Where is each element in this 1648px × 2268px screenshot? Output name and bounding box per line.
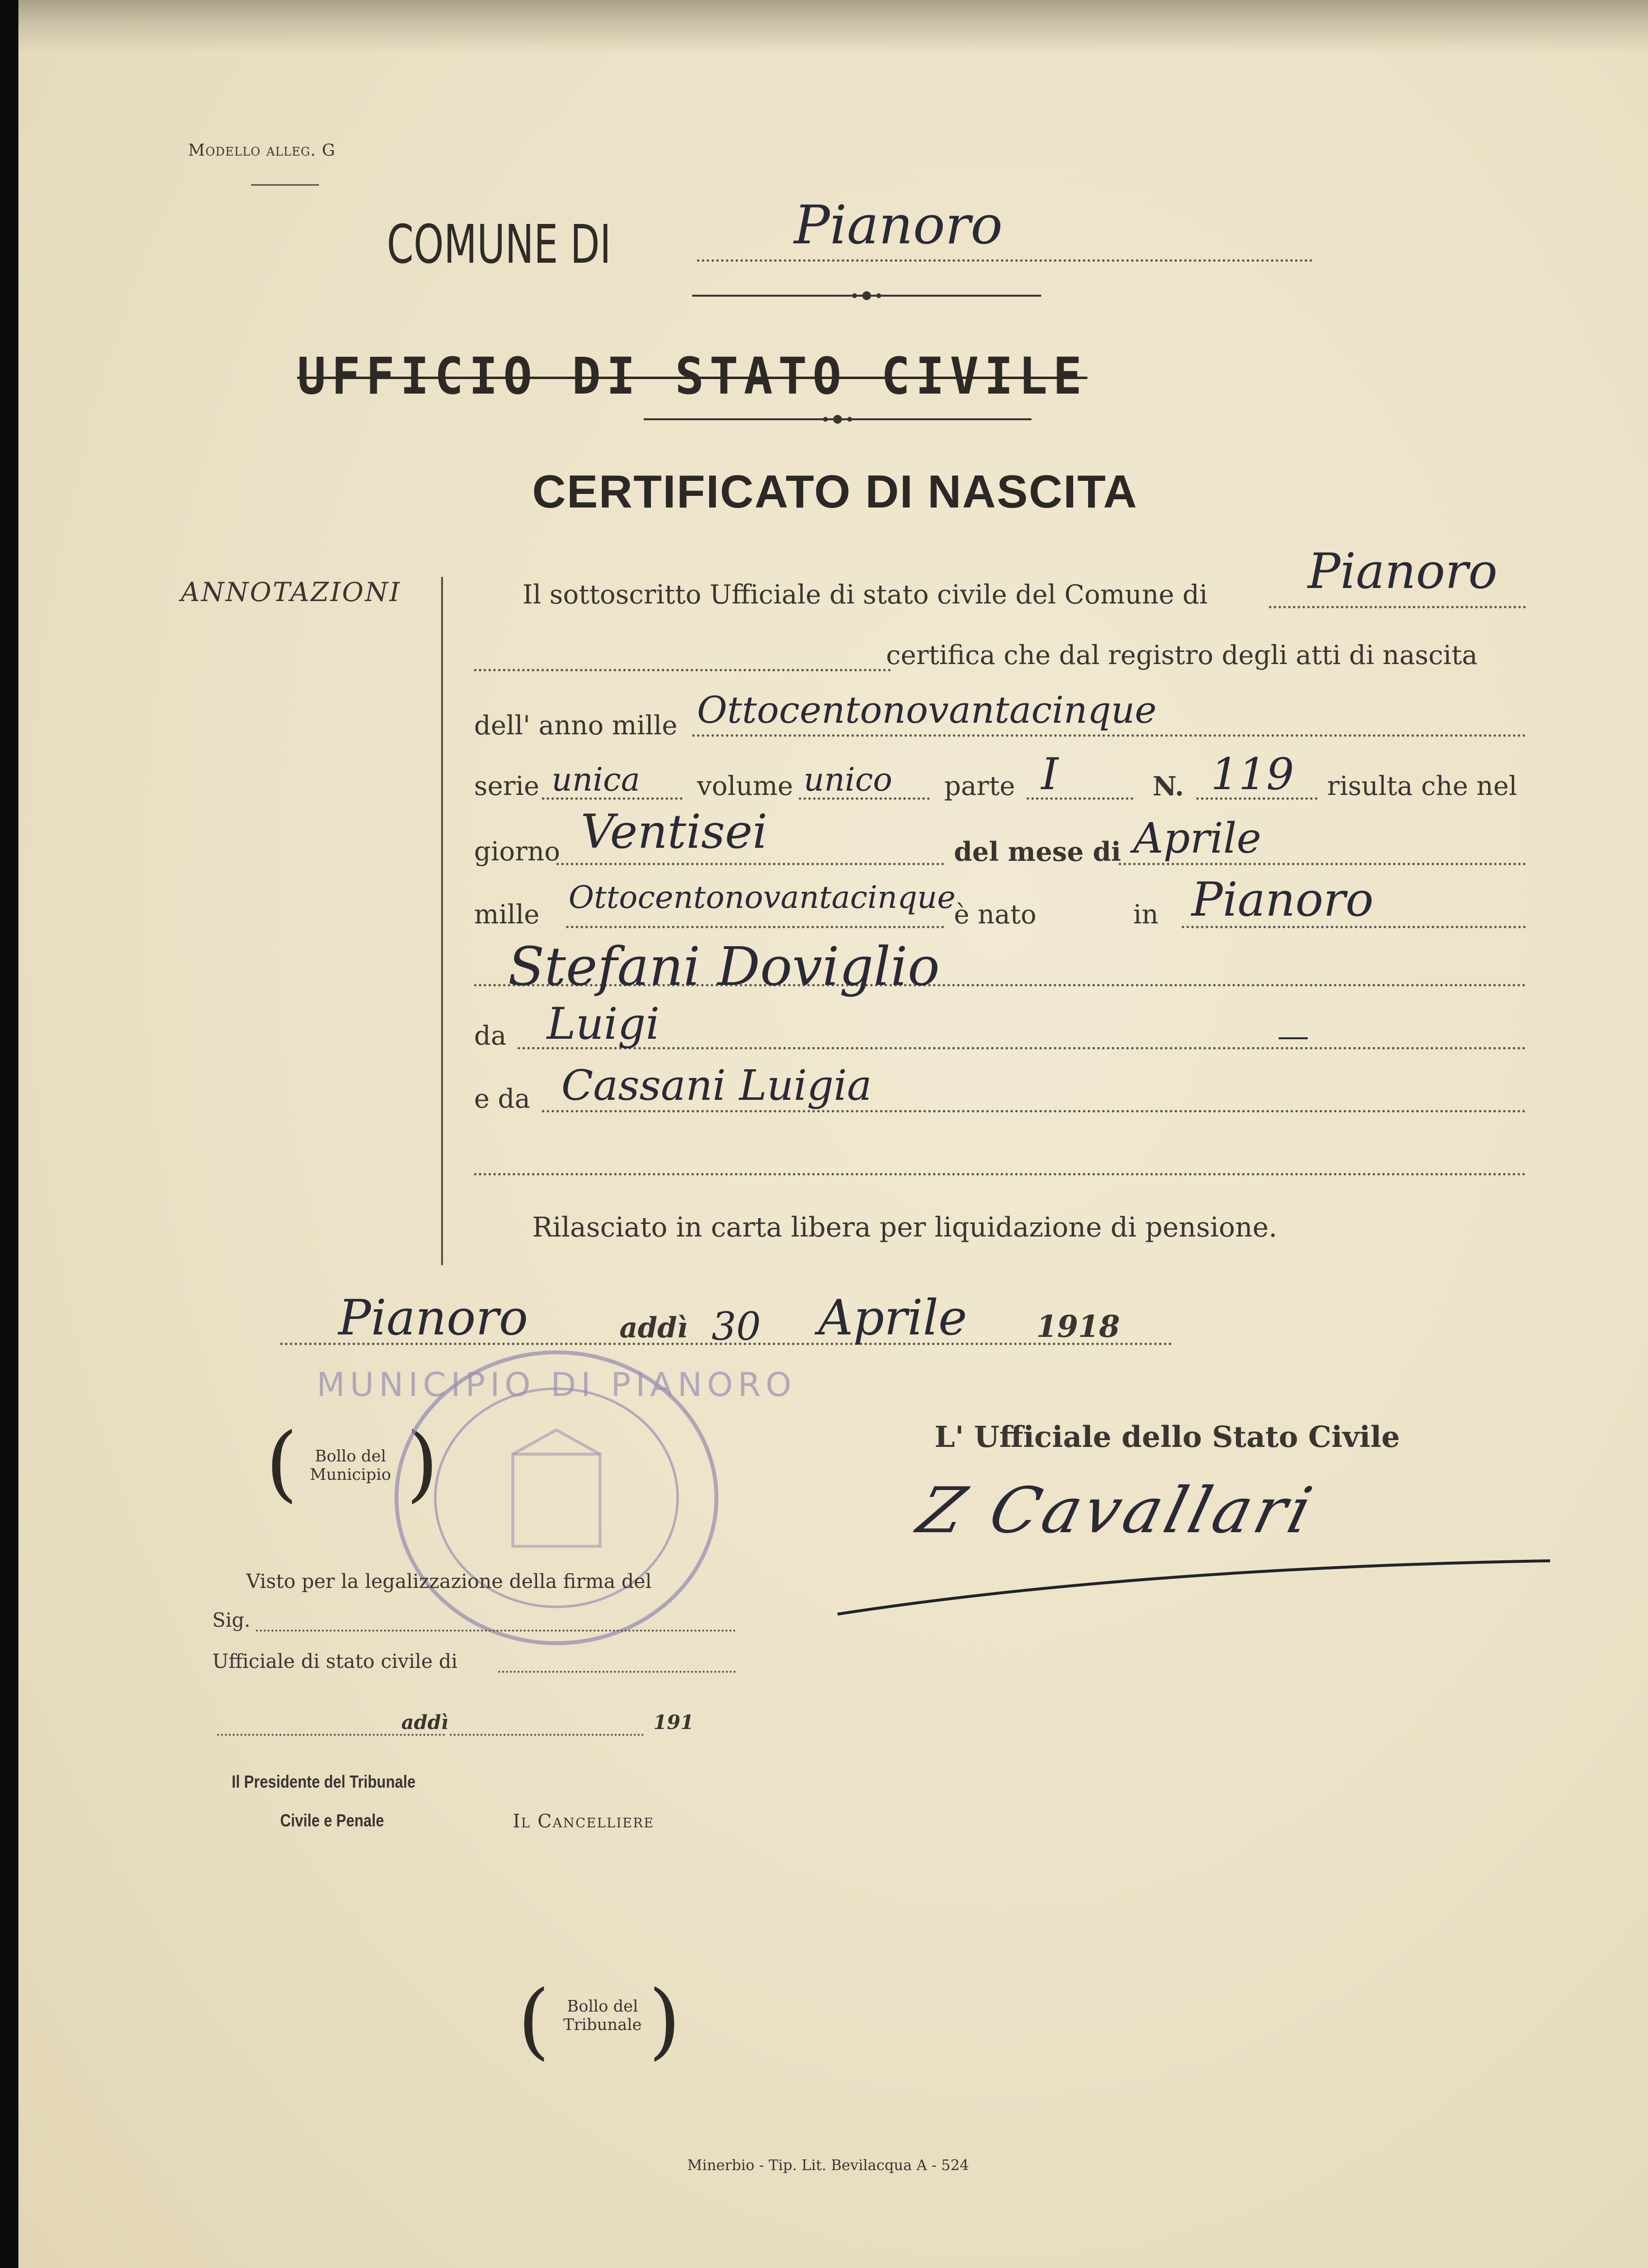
comune-line <box>697 259 1313 262</box>
annotazioni-divider <box>441 577 443 1265</box>
mille-dots <box>566 926 944 928</box>
body-line2: certifica che dal registro degli atti di nascita <box>886 640 1478 670</box>
visto-text: Visto per la legalizzazione della firma del <box>246 1570 652 1593</box>
date-year: 1918 <box>1036 1309 1120 1344</box>
volume-value: unico <box>804 761 892 798</box>
bollo-tribunale: Bollo del Tribunale <box>563 1997 642 2034</box>
signature-name: Z Cavallari <box>911 1474 1323 1547</box>
date-day: 30 <box>712 1304 761 1349</box>
da-dots <box>518 1047 1526 1049</box>
date-month: Aprile <box>818 1289 967 1346</box>
mese-dots <box>1119 863 1526 865</box>
serie-label: serie <box>474 771 539 801</box>
ufficio-title: UFFICIO DI STATO CIVILE <box>297 347 1088 406</box>
bollo-tribunale-left-paren: ( <box>518 1973 550 2069</box>
giorno-value: Ventisei <box>581 805 768 859</box>
parte-label: parte <box>944 771 1015 801</box>
serie-value: unica <box>552 761 640 798</box>
bollo-municipio-right-paren: ) <box>406 1415 439 1511</box>
top-stain <box>18 0 1648 53</box>
n-label: N. <box>1153 771 1184 802</box>
body-line1: Il sottoscritto Ufficiale di stato civile del Comune di <box>523 579 1208 610</box>
comune-value: Pianoro <box>794 194 1003 256</box>
ufficiale-label: Ufficiale di stato civile di <box>212 1650 458 1673</box>
da-dash <box>1279 1037 1308 1039</box>
addi-dots-left <box>217 1734 445 1736</box>
child-name: Stefani Doviglio <box>508 936 940 998</box>
ufficiale-dots <box>498 1671 736 1673</box>
eda-label: e da <box>474 1083 530 1114</box>
certificate-title: CERTIFICATO DI NASCITA <box>532 466 1138 518</box>
addi-dots-right <box>450 1734 644 1736</box>
signature-flourish <box>833 1541 1560 1619</box>
line3-dots <box>692 734 1526 737</box>
parte-value: I <box>1041 749 1059 800</box>
bollo-municipio-left-paren: ( <box>266 1415 298 1511</box>
volume-label: volume <box>697 771 793 801</box>
risulta-text: risulta che nel <box>1327 771 1518 801</box>
n-value: 119 <box>1211 749 1294 800</box>
cancelliere-label: Il Cancelliere <box>513 1810 654 1832</box>
blank-line <box>474 1173 1526 1175</box>
date-addi: addì <box>619 1311 688 1344</box>
giorno-label: giorno <box>474 836 560 867</box>
bollo-municipio: Bollo del Municipio <box>310 1446 391 1484</box>
comune-ornament <box>692 288 1041 303</box>
mese-value: Aprile <box>1133 814 1262 863</box>
body-line3-label: dell' anno mille <box>474 710 678 741</box>
line1-value: Pianoro <box>1308 543 1498 600</box>
mille-value: Ottocentonovantacinque <box>569 880 956 916</box>
bollo-tribunale-right-paren: ) <box>649 1973 681 2069</box>
comune-label: COMUNE DI <box>387 213 611 275</box>
date-place: Pianoro <box>338 1289 528 1346</box>
line1-dots <box>1269 606 1526 608</box>
da-value: Luigi <box>547 999 660 1049</box>
stamp-text: MUNICIPIO DI PIANORO <box>317 1366 796 1404</box>
signature-label: L' Ufficiale dello Stato Civile <box>935 1420 1400 1454</box>
mille-label: mille <box>474 899 539 930</box>
modello-underline <box>251 184 319 186</box>
printer-footer: Minerbio - Tip. Lit. Bevilacqua A - 524 <box>687 2157 969 2174</box>
eda-dots <box>542 1110 1526 1112</box>
presidente-line2: Civile e Penale <box>280 1810 384 1830</box>
nato-label: è nato <box>954 899 1037 930</box>
annotazioni-label: ANNOTAZIONI <box>181 577 401 607</box>
in-value: Pianoro <box>1191 872 1374 927</box>
ufficio-ornament <box>644 412 1031 427</box>
line3-value: Ottocentonovantacinque <box>697 688 1157 731</box>
legal-addi: addì <box>401 1711 449 1734</box>
mese-label: del mese di <box>954 836 1121 867</box>
line2-dots <box>474 669 891 671</box>
legal-year: 191 <box>653 1711 694 1734</box>
sig-dots <box>256 1630 736 1632</box>
giorno-dots <box>556 863 944 865</box>
in-label: in <box>1133 899 1159 930</box>
sig-label: Sig. <box>212 1609 251 1632</box>
modello-label: Modello alleg. G <box>188 141 336 160</box>
certificate-page <box>18 0 1648 2268</box>
rilasciato-text: Rilasciato in carta libera per liquidazione di pensione. <box>532 1212 1278 1243</box>
eda-value: Cassani Luigia <box>561 1062 872 1110</box>
presidente-line1: Il Presidente del Tribunale <box>232 1772 416 1792</box>
da-label: da <box>474 1020 507 1051</box>
